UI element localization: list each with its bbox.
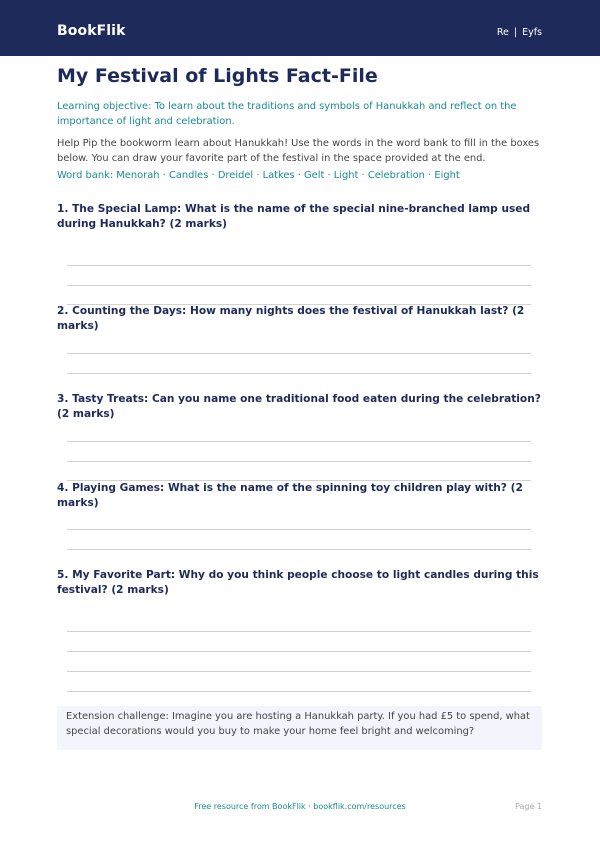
learning-objective: Learning objective: To learn about the traditions and symbols of Hanukkah and reflect on the importance of light and celebration. [57, 101, 517, 127]
answer-line[interactable] [67, 549, 531, 550]
answer-line[interactable] [67, 373, 531, 374]
answer-line[interactable] [67, 461, 531, 462]
answer-line[interactable] [67, 671, 531, 672]
brand-logo[interactable]: BookFlik [57, 23, 126, 39]
question-1: 1. The Special Lamp: What is the name of the special nine-branched lamp used during Hanukkah? (2 marks) [57, 203, 531, 230]
answer-line[interactable] [67, 441, 531, 442]
word-bank: Word bank: Menorah · Candles · Dreidel · Latkes · Gelt · Light · Celebration · Eight [57, 170, 460, 181]
page-number: Page 1 [515, 802, 542, 811]
answer-line[interactable] [67, 285, 531, 286]
nav-link-eyfs[interactable]: Eyfs [522, 27, 542, 38]
question-5: 5. My Favorite Part: Why do you think people choose to light candles during this festival? (2 marks) [57, 569, 539, 596]
answer-line[interactable] [67, 353, 531, 354]
question-2: 2. Counting the Days: How many nights does the festival of Hanukkah last? (2 marks) [57, 305, 525, 332]
answer-line[interactable] [67, 529, 531, 530]
nav-separator: | [513, 27, 518, 38]
answer-line[interactable] [67, 691, 531, 692]
footer-link[interactable]: Free resource from BookFlik · bookflik.com/resources [194, 802, 406, 811]
intro-text: Help Pip the bookworm learn about Hanukkah! Use the words in the word bank to fill in the boxes below. You can draw your favorite part of the festival in the space provided at the end. [57, 138, 540, 164]
header-nav [497, 27, 542, 38]
answer-line[interactable] [67, 651, 531, 652]
answer-line[interactable] [67, 265, 531, 266]
extension-challenge: Extension challenge: Imagine you are hosting a Hanukkah party. If you had £5 to spend, what special decorations would you buy to make your home feel bright and welcoming? [57, 706, 542, 750]
question-4: 4. Playing Games: What is the name of the spinning toy children play with? (2 marks) [57, 482, 523, 509]
answer-line[interactable] [67, 631, 531, 632]
nav-link-re[interactable]: Re [496, 27, 509, 38]
page-title: My Festival of Lights Fact-File [57, 65, 378, 87]
question-3: 3. Tasty Treats: Can you name one traditional food eaten during the celebration? (2 marks) [57, 393, 541, 420]
site-header [0, 0, 600, 56]
